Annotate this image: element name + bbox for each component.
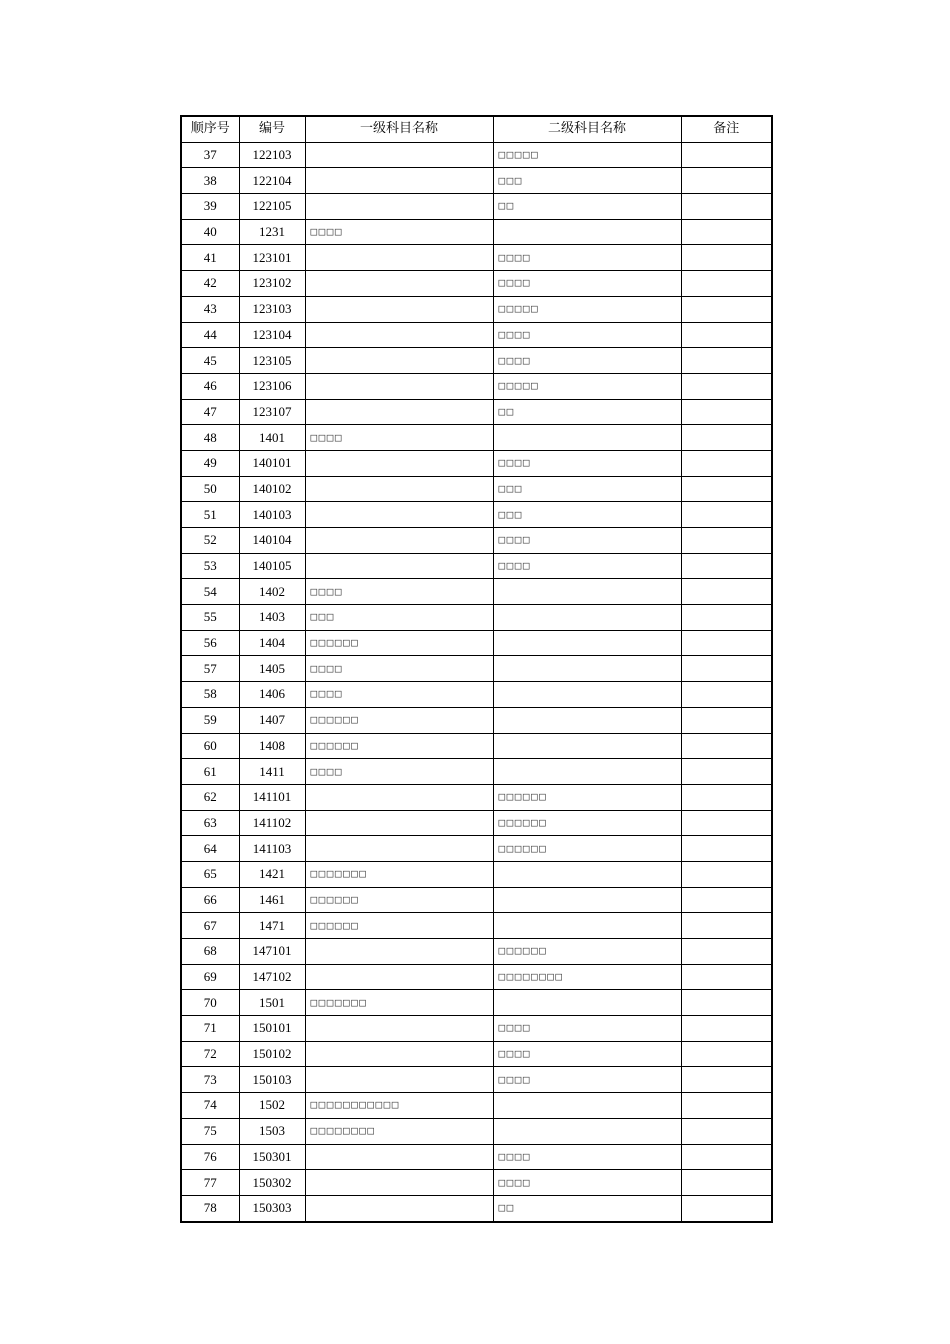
row-level1-name — [305, 194, 493, 220]
table-row — [181, 399, 772, 425]
row-level1-name: □□□□□□□□ — [305, 1118, 493, 1144]
row-code: 123106 — [239, 373, 305, 399]
row-level2-name — [493, 219, 681, 245]
table-row — [181, 1144, 772, 1170]
row-level1-name — [305, 1016, 493, 1042]
row-level1-name: □□□□ — [305, 425, 493, 451]
row-level1-name — [305, 1067, 493, 1093]
row-level1-name: □□□□ — [305, 656, 493, 682]
row-level1-name: □□□□□□ — [305, 887, 493, 913]
row-level1-name — [305, 502, 493, 528]
row-seq: 40 — [181, 219, 239, 245]
row-note — [681, 810, 772, 836]
row-level2-name: □□□□□ — [493, 142, 681, 168]
row-level1-name — [305, 399, 493, 425]
row-code: 150303 — [239, 1195, 305, 1221]
row-level1-name: □□□□□□ — [305, 707, 493, 733]
row-level1-name — [305, 939, 493, 965]
row-level1-name — [305, 528, 493, 554]
row-seq: 70 — [181, 990, 239, 1016]
row-code: 150301 — [239, 1144, 305, 1170]
row-note — [681, 964, 772, 990]
row-level2-name: □□ — [493, 194, 681, 220]
table-row — [181, 322, 772, 348]
row-code: 150302 — [239, 1170, 305, 1196]
row-code: 122104 — [239, 168, 305, 194]
row-note — [681, 990, 772, 1016]
row-note — [681, 168, 772, 194]
row-level2-name: □□ — [493, 1195, 681, 1221]
row-level2-name: □□□□ — [493, 348, 681, 374]
row-seq: 38 — [181, 168, 239, 194]
row-note — [681, 476, 772, 502]
row-note — [681, 271, 772, 297]
row-seq: 51 — [181, 502, 239, 528]
row-level2-name — [493, 861, 681, 887]
table-row — [181, 271, 772, 297]
row-code: 1503 — [239, 1118, 305, 1144]
row-code: 147102 — [239, 964, 305, 990]
row-note — [681, 861, 772, 887]
row-level2-name: □□□□ — [493, 1067, 681, 1093]
row-level1-name — [305, 322, 493, 348]
row-note — [681, 1041, 772, 1067]
row-note — [681, 553, 772, 579]
table-row — [181, 733, 772, 759]
row-level1-name — [305, 476, 493, 502]
row-note — [681, 373, 772, 399]
row-seq: 55 — [181, 605, 239, 631]
table-row — [181, 528, 772, 554]
row-level1-name — [305, 1144, 493, 1170]
row-level2-name — [493, 1093, 681, 1119]
row-seq: 62 — [181, 784, 239, 810]
row-note — [681, 1195, 772, 1221]
row-note — [681, 142, 772, 168]
row-seq: 58 — [181, 682, 239, 708]
row-code: 1404 — [239, 630, 305, 656]
table-row — [181, 913, 772, 939]
row-level1-name: □□□□□□ — [305, 913, 493, 939]
row-note — [681, 296, 772, 322]
row-level1-name: □□□□□□□ — [305, 861, 493, 887]
row-note — [681, 682, 772, 708]
row-level2-name: □□□□ — [493, 528, 681, 554]
row-level2-name — [493, 990, 681, 1016]
table-row — [181, 1016, 772, 1042]
row-level2-name — [493, 630, 681, 656]
row-level2-name — [493, 887, 681, 913]
table-row — [181, 990, 772, 1016]
row-level2-name: □□□□ — [493, 450, 681, 476]
table-row — [181, 142, 772, 168]
row-note — [681, 939, 772, 965]
table-row — [181, 707, 772, 733]
row-level1-name: □□□ — [305, 605, 493, 631]
row-seq: 78 — [181, 1195, 239, 1221]
row-seq: 57 — [181, 656, 239, 682]
row-code: 147101 — [239, 939, 305, 965]
row-level1-name — [305, 784, 493, 810]
row-code: 1421 — [239, 861, 305, 887]
row-seq: 37 — [181, 142, 239, 168]
row-code: 1471 — [239, 913, 305, 939]
row-code: 123101 — [239, 245, 305, 271]
row-seq: 64 — [181, 836, 239, 862]
row-seq: 49 — [181, 450, 239, 476]
row-code: 140103 — [239, 502, 305, 528]
row-note — [681, 836, 772, 862]
row-code: 122103 — [239, 142, 305, 168]
row-level1-name — [305, 1195, 493, 1221]
row-level1-name: □□□□□□ — [305, 733, 493, 759]
row-level1-name — [305, 450, 493, 476]
row-note — [681, 1144, 772, 1170]
row-level2-name: □□□ — [493, 168, 681, 194]
row-level2-name: □□□□□□□□ — [493, 964, 681, 990]
row-seq: 69 — [181, 964, 239, 990]
row-code: 141103 — [239, 836, 305, 862]
table-row — [181, 887, 772, 913]
row-code: 1231 — [239, 219, 305, 245]
row-seq: 46 — [181, 373, 239, 399]
row-level1-name — [305, 810, 493, 836]
row-level2-name: □□□□ — [493, 1170, 681, 1196]
row-level1-name — [305, 271, 493, 297]
row-level2-name — [493, 656, 681, 682]
header-note: 备注 — [681, 116, 772, 142]
row-code: 1403 — [239, 605, 305, 631]
row-code: 1402 — [239, 579, 305, 605]
table-row — [181, 348, 772, 374]
row-code: 140102 — [239, 476, 305, 502]
row-seq: 61 — [181, 759, 239, 785]
table-row — [181, 1118, 772, 1144]
row-code: 141102 — [239, 810, 305, 836]
row-level2-name — [493, 579, 681, 605]
row-seq: 67 — [181, 913, 239, 939]
row-code: 1405 — [239, 656, 305, 682]
row-code: 1401 — [239, 425, 305, 451]
row-code: 123105 — [239, 348, 305, 374]
row-seq: 75 — [181, 1118, 239, 1144]
row-note — [681, 528, 772, 554]
table-row — [181, 219, 772, 245]
row-note — [681, 1093, 772, 1119]
table-row — [181, 296, 772, 322]
row-code: 140104 — [239, 528, 305, 554]
row-code: 150103 — [239, 1067, 305, 1093]
row-level2-name: □□□□ — [493, 553, 681, 579]
row-note — [681, 707, 772, 733]
row-level2-name: □□□□ — [493, 1016, 681, 1042]
table-row — [181, 964, 772, 990]
row-code: 140105 — [239, 553, 305, 579]
row-seq: 73 — [181, 1067, 239, 1093]
table-row — [181, 373, 772, 399]
row-code: 1411 — [239, 759, 305, 785]
row-level2-name: □□□ — [493, 476, 681, 502]
row-level2-name: □□□□□□ — [493, 810, 681, 836]
row-level2-name — [493, 425, 681, 451]
row-code: 123103 — [239, 296, 305, 322]
row-seq: 54 — [181, 579, 239, 605]
row-level1-name — [305, 1170, 493, 1196]
table-row — [181, 656, 772, 682]
row-seq: 66 — [181, 887, 239, 913]
table-header-row — [181, 116, 772, 142]
header-level1-name: 一级科目名称 — [305, 116, 493, 142]
table-row — [181, 605, 772, 631]
table-row — [181, 759, 772, 785]
table-row — [181, 553, 772, 579]
table-row — [181, 1067, 772, 1093]
row-note — [681, 605, 772, 631]
row-seq: 56 — [181, 630, 239, 656]
row-note — [681, 322, 772, 348]
row-seq: 76 — [181, 1144, 239, 1170]
row-code: 1501 — [239, 990, 305, 1016]
row-level2-name — [493, 913, 681, 939]
row-level2-name: □□□□ — [493, 1041, 681, 1067]
row-note — [681, 733, 772, 759]
row-note — [681, 887, 772, 913]
row-seq: 53 — [181, 553, 239, 579]
table-row — [181, 1170, 772, 1196]
row-level1-name: □□□□□□□□□□□ — [305, 1093, 493, 1119]
row-level2-name: □□□□ — [493, 271, 681, 297]
row-note — [681, 1067, 772, 1093]
row-note — [681, 579, 772, 605]
row-note — [681, 759, 772, 785]
table-row — [181, 810, 772, 836]
row-code: 150101 — [239, 1016, 305, 1042]
row-note — [681, 425, 772, 451]
table-row — [181, 1041, 772, 1067]
row-note — [681, 399, 772, 425]
row-note — [681, 245, 772, 271]
row-level2-name: □□□□□□ — [493, 939, 681, 965]
row-code: 140101 — [239, 450, 305, 476]
row-level1-name: □□□□ — [305, 682, 493, 708]
table-row — [181, 579, 772, 605]
row-level1-name: □□□□□□ — [305, 630, 493, 656]
table-body — [181, 142, 772, 1221]
row-code: 123102 — [239, 271, 305, 297]
row-level1-name: □□□□ — [305, 759, 493, 785]
row-seq: 68 — [181, 939, 239, 965]
row-note — [681, 630, 772, 656]
table-row — [181, 682, 772, 708]
row-note — [681, 450, 772, 476]
row-level2-name: □□□□ — [493, 322, 681, 348]
row-level2-name — [493, 1118, 681, 1144]
row-level1-name — [305, 142, 493, 168]
row-seq: 44 — [181, 322, 239, 348]
row-code: 150102 — [239, 1041, 305, 1067]
row-level2-name: □□□□ — [493, 245, 681, 271]
account-subjects-table — [180, 115, 773, 1223]
row-level2-name — [493, 759, 681, 785]
table-row — [181, 450, 772, 476]
row-level1-name: □□□□□□□ — [305, 990, 493, 1016]
row-level2-name — [493, 682, 681, 708]
row-seq: 60 — [181, 733, 239, 759]
row-note — [681, 1170, 772, 1196]
table-row — [181, 861, 772, 887]
row-note — [681, 913, 772, 939]
row-code: 1407 — [239, 707, 305, 733]
row-seq: 72 — [181, 1041, 239, 1067]
table-row — [181, 476, 772, 502]
row-code: 141101 — [239, 784, 305, 810]
row-level2-name: □□□ — [493, 502, 681, 528]
row-note — [681, 219, 772, 245]
row-code: 123107 — [239, 399, 305, 425]
row-code: 1408 — [239, 733, 305, 759]
row-seq: 45 — [181, 348, 239, 374]
row-seq: 59 — [181, 707, 239, 733]
row-seq: 65 — [181, 861, 239, 887]
table-row — [181, 245, 772, 271]
row-seq: 39 — [181, 194, 239, 220]
row-seq: 74 — [181, 1093, 239, 1119]
row-note — [681, 1016, 772, 1042]
row-level2-name: □□ — [493, 399, 681, 425]
row-level1-name — [305, 296, 493, 322]
row-code: 1502 — [239, 1093, 305, 1119]
row-level2-name: □□□□□□ — [493, 784, 681, 810]
row-note — [681, 656, 772, 682]
table-row — [181, 939, 772, 965]
row-level1-name — [305, 836, 493, 862]
table-row — [181, 168, 772, 194]
row-level2-name: □□□□□ — [493, 373, 681, 399]
row-note — [681, 1118, 772, 1144]
row-seq: 77 — [181, 1170, 239, 1196]
header-level2-name: 二级科目名称 — [493, 116, 681, 142]
row-level2-name — [493, 733, 681, 759]
row-note — [681, 194, 772, 220]
row-seq: 63 — [181, 810, 239, 836]
row-level2-name: □□□□□ — [493, 296, 681, 322]
row-level1-name — [305, 245, 493, 271]
row-seq: 43 — [181, 296, 239, 322]
table-row — [181, 630, 772, 656]
table-row — [181, 194, 772, 220]
row-seq: 52 — [181, 528, 239, 554]
row-level1-name — [305, 1041, 493, 1067]
row-level1-name — [305, 964, 493, 990]
row-level1-name — [305, 168, 493, 194]
row-level1-name — [305, 553, 493, 579]
row-level2-name — [493, 707, 681, 733]
header-seq: 顺序号 — [181, 116, 239, 142]
row-level2-name: □□□□ — [493, 1144, 681, 1170]
table-row — [181, 836, 772, 862]
row-level1-name — [305, 348, 493, 374]
table-row — [181, 1093, 772, 1119]
row-level1-name — [305, 373, 493, 399]
row-seq: 50 — [181, 476, 239, 502]
row-note — [681, 502, 772, 528]
header-code: 编号 — [239, 116, 305, 142]
row-level2-name: □□□□□□ — [493, 836, 681, 862]
row-note — [681, 348, 772, 374]
row-seq: 42 — [181, 271, 239, 297]
row-code: 122105 — [239, 194, 305, 220]
row-level1-name: □□□□ — [305, 219, 493, 245]
row-code: 123104 — [239, 322, 305, 348]
row-code: 1461 — [239, 887, 305, 913]
row-level2-name — [493, 605, 681, 631]
row-seq: 71 — [181, 1016, 239, 1042]
table-row — [181, 425, 772, 451]
table-row — [181, 502, 772, 528]
table-row — [181, 784, 772, 810]
row-seq: 47 — [181, 399, 239, 425]
row-seq: 48 — [181, 425, 239, 451]
row-level1-name: □□□□ — [305, 579, 493, 605]
row-code: 1406 — [239, 682, 305, 708]
row-seq: 41 — [181, 245, 239, 271]
row-note — [681, 784, 772, 810]
table-row — [181, 1195, 772, 1221]
